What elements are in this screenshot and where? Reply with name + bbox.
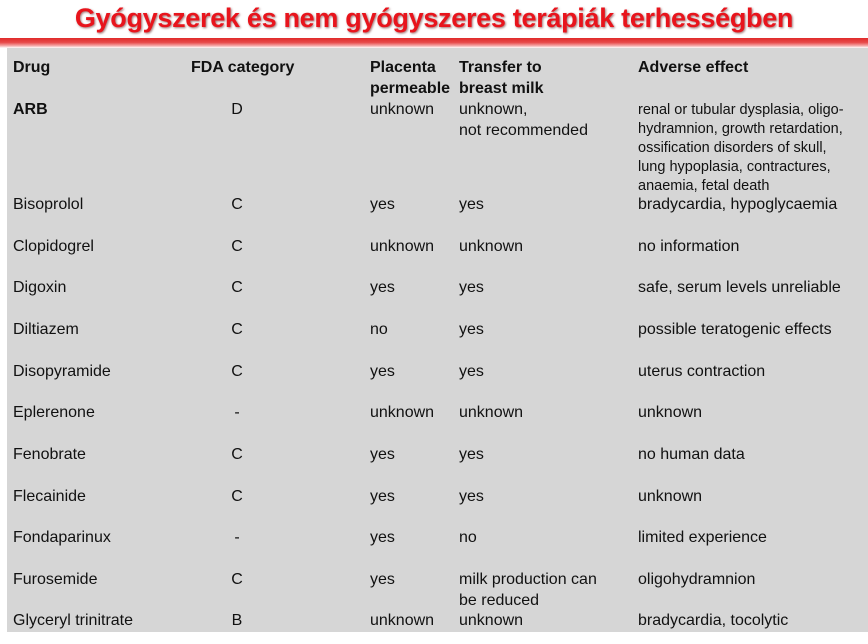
- drug-name: ARB: [13, 101, 48, 118]
- header-fda-category: FDA category: [191, 59, 295, 76]
- transfer-breast-milk: yes: [459, 279, 484, 296]
- adverse-effect: possible teratogenic effects: [638, 321, 832, 338]
- placenta-permeable: unknown: [370, 612, 435, 629]
- adverse-effect: bradycardia, tocolytic: [638, 612, 789, 629]
- placenta-permeable: yes: [370, 571, 395, 588]
- adverse-effect: renal or tubular dysplasia, oligo- hydramnion, growth retardation, ossification disorders of skull, lung hypoplasia, contractures, anaemia, fetal death: [638, 102, 844, 194]
- drug-name: Eplerenone: [13, 404, 95, 421]
- adverse-effect: unknown: [638, 404, 703, 421]
- drug-name: Clopidogrel: [13, 238, 94, 255]
- adverse-effect: limited experience: [638, 529, 767, 546]
- placenta-permeable: yes: [370, 279, 395, 296]
- drug-name: Digoxin: [13, 279, 67, 296]
- header-transfer-breast-milk: Transfer to breast milk: [459, 59, 544, 97]
- fda-category: C: [231, 279, 243, 296]
- adverse-effect: no human data: [638, 446, 745, 463]
- header-adverse-effect: Adverse effect: [638, 59, 749, 76]
- drug-name: Glyceryl trinitrate: [13, 612, 134, 629]
- fda-category: B: [231, 612, 243, 629]
- adverse-effect: bradycardia, hypoglycaemia: [638, 196, 838, 213]
- adverse-effect: oligohydramnion: [638, 571, 756, 588]
- placenta-permeable: unknown: [370, 238, 435, 255]
- transfer-breast-milk: unknown: [459, 404, 524, 421]
- fda-category: C: [231, 363, 243, 380]
- fda-category: -: [234, 529, 240, 546]
- fda-category: -: [234, 404, 240, 421]
- drug-name: Fondaparinux: [13, 529, 111, 546]
- fda-category: C: [231, 446, 243, 463]
- slide-title: Gyógyszerek és nem gyógyszeres terápiák terhességben: [74, 3, 794, 33]
- drug-name: Diltiazem: [13, 321, 79, 338]
- title-underline: [0, 38, 868, 48]
- adverse-effect: uterus contraction: [638, 363, 766, 380]
- fda-category: C: [231, 321, 243, 338]
- drug-name: Fenobrate: [13, 446, 86, 463]
- adverse-effect: unknown: [638, 488, 703, 505]
- drug-name: Bisoprolol: [13, 196, 84, 213]
- transfer-breast-milk: yes: [459, 321, 484, 338]
- drug-name: Flecainide: [13, 488, 86, 505]
- drug-name: Furosemide: [13, 571, 98, 588]
- transfer-breast-milk: yes: [459, 196, 484, 213]
- transfer-breast-milk: milk production can be reduced: [459, 571, 597, 609]
- placenta-permeable: yes: [370, 363, 395, 380]
- fda-category: C: [231, 238, 243, 255]
- placenta-permeable: unknown: [370, 404, 435, 421]
- transfer-breast-milk: unknown, not recommended: [459, 101, 588, 139]
- drug-table: [7, 48, 868, 632]
- placenta-permeable: yes: [370, 196, 395, 213]
- transfer-breast-milk: yes: [459, 446, 484, 463]
- placenta-permeable: yes: [370, 488, 395, 505]
- placenta-permeable: yes: [370, 529, 395, 546]
- placenta-permeable: unknown: [370, 101, 435, 118]
- transfer-breast-milk: no: [459, 529, 477, 546]
- fda-category: D: [231, 101, 243, 118]
- placenta-permeable: yes: [370, 446, 395, 463]
- fda-category: C: [231, 571, 243, 588]
- adverse-effect: safe, serum levels unreliable: [638, 279, 841, 296]
- transfer-breast-milk: unknown: [459, 612, 524, 629]
- adverse-effect: no information: [638, 238, 740, 255]
- header-drug: Drug: [13, 59, 51, 76]
- transfer-breast-milk: yes: [459, 488, 484, 505]
- drug-name: Disopyramide: [13, 363, 111, 380]
- transfer-breast-milk: unknown: [459, 238, 524, 255]
- fda-category: C: [231, 488, 243, 505]
- placenta-permeable: no: [370, 321, 388, 338]
- fda-category: C: [231, 196, 243, 213]
- header-placenta-permeable: Placenta permeable: [370, 59, 451, 97]
- transfer-breast-milk: yes: [459, 363, 484, 380]
